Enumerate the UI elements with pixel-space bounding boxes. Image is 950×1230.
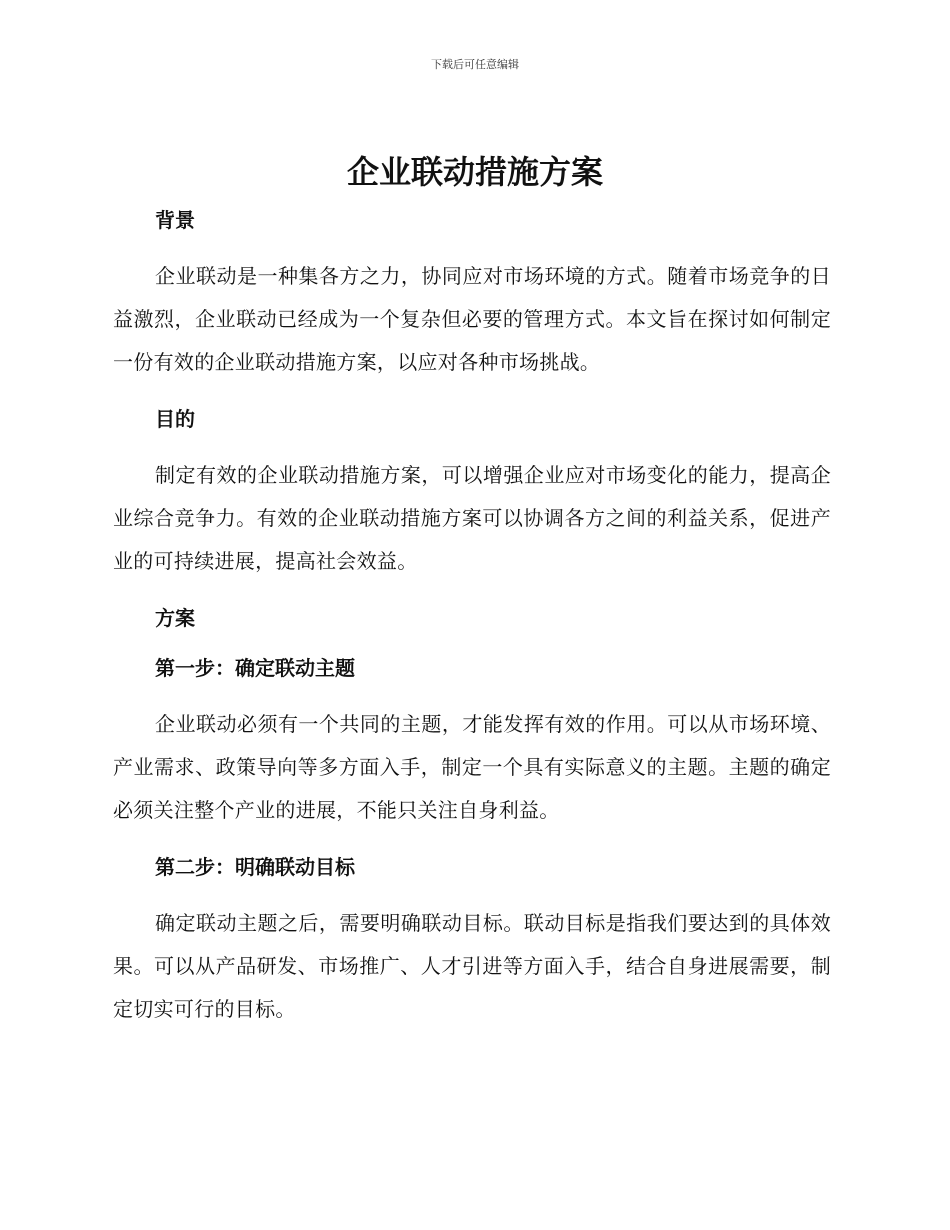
section-heading-step1: 第一步：确定联动主题 [155,656,355,680]
document-body [113,205,831,1031]
section-heading-background: 背景 [155,208,195,232]
section-heading-step2: 第二步：明确联动目标 [155,855,355,879]
section-paragraph-step2: 确定联动主题之后，需要明确联动目标。联动目标是指我们要达到的具体效果。可以从产品研发、市场推广、人才引进等方面入手，结合自身进展需要，制定切实可行的目标。 [113,911,831,1021]
document-title: 企业联动措施方案 [346,153,603,191]
section-paragraph-background: 企业联动是一种集各方之力，协同应对市场环境的方式。随着市场竞争的日益激烈，企业联动已经成为一个复杂但必要的管理方式。本文旨在探讨如何制定一份有效的企业联动措施方案，以应对各种市场挑战。 [113,264,831,374]
header-note: 下载后可任意编辑 [431,58,519,71]
section-heading-plan: 方案 [155,606,195,630]
section-paragraph-step1: 企业联动必须有一个共同的主题，才能发挥有效的作用。可以从市场环境、产业需求、政策导向等多方面入手，制定一个具有实际意义的主题。主题的确定必须关注整个产业的进展，不能只关注自身利益。 [113,712,831,822]
section-paragraph-purpose: 制定有效的企业联动措施方案，可以增强企业应对市场变化的能力，提高企业综合竞争力。有效的企业联动措施方案可以协调各方之间的利益关系，促进产业的可持续进展，提高社会效益。 [113,463,831,573]
section-heading-purpose: 目的 [155,407,195,431]
